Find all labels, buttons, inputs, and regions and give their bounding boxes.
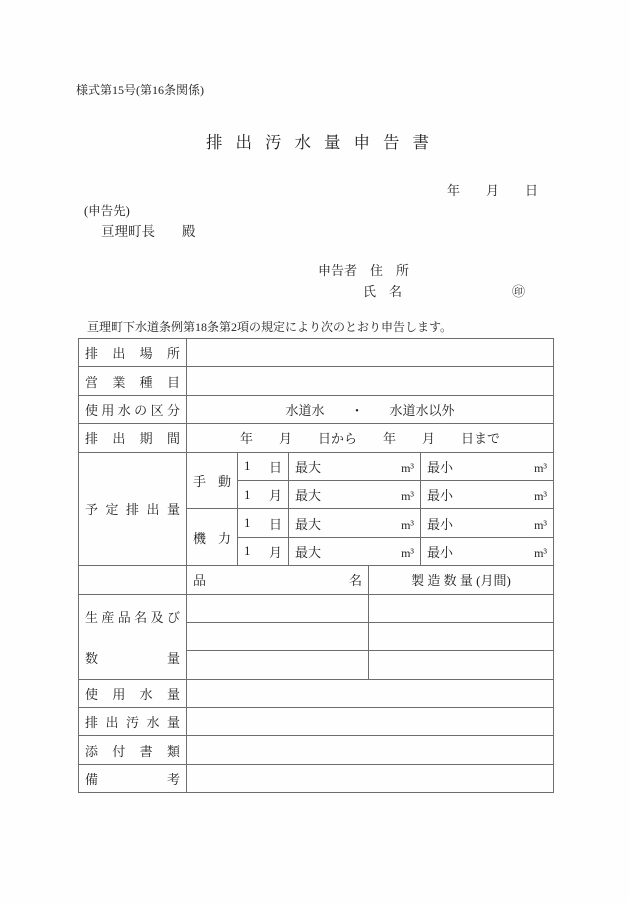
unit-label: m³ bbox=[401, 460, 414, 475]
period-label: 1 月 bbox=[244, 486, 282, 504]
water-usage-value bbox=[187, 679, 554, 707]
form-number: 様式第15号(第16条関係) bbox=[76, 83, 204, 97]
discharge-place-value bbox=[187, 339, 554, 367]
date-line: 年 月 日 bbox=[446, 183, 538, 198]
unit-label: m³ bbox=[534, 517, 548, 532]
product-name-header: 品 名 bbox=[193, 573, 362, 589]
wastewater-value bbox=[187, 708, 554, 736]
attachments-value bbox=[187, 736, 554, 764]
min-label: 最小 bbox=[427, 544, 454, 560]
product-name-cell bbox=[187, 622, 369, 650]
unit-label: m³ bbox=[401, 489, 414, 504]
product-qty-header: 製 造 数 量 (月間) bbox=[369, 566, 554, 594]
min-value-cell bbox=[421, 452, 554, 480]
unit-label: m³ bbox=[534, 460, 548, 475]
remarks-label: 備 考 bbox=[85, 772, 180, 788]
addressee: 亘理町長 殿 bbox=[101, 224, 196, 239]
page-title: 排出汚水量申告書 bbox=[206, 133, 442, 152]
product-name-cell bbox=[187, 594, 369, 622]
table-row bbox=[79, 679, 554, 707]
planned-discharge-label: 予 定 排 出 量 bbox=[85, 502, 180, 518]
discharge-place-label: 排 出 場 所 bbox=[85, 346, 180, 362]
wastewater-label: 排 出 汚 水 量 bbox=[85, 715, 180, 731]
table-row bbox=[79, 764, 554, 792]
table-row bbox=[79, 395, 554, 423]
min-value-cell bbox=[421, 537, 554, 565]
min-label: 最小 bbox=[427, 488, 454, 504]
max-value-cell bbox=[289, 480, 421, 508]
min-label: 最小 bbox=[427, 459, 454, 475]
max-label: 最大 bbox=[295, 459, 322, 475]
remarks-value bbox=[187, 764, 554, 792]
max-label: 最大 bbox=[295, 516, 322, 532]
max-value-cell bbox=[289, 509, 421, 537]
products-label-line2: 数 量 bbox=[85, 650, 180, 666]
product-qty-cell bbox=[369, 594, 554, 622]
products-label-cell bbox=[79, 594, 187, 679]
table-row bbox=[79, 367, 554, 395]
period-label: 1 日 bbox=[244, 515, 282, 532]
discharge-period-label: 排 出 期 間 bbox=[85, 431, 180, 447]
table-row bbox=[79, 736, 554, 764]
water-class-value: 水道水 ・ 水道水以外 bbox=[187, 395, 554, 423]
declaration-table bbox=[78, 338, 554, 793]
max-value-cell bbox=[289, 452, 421, 480]
seal-mark-icon: ㊞ bbox=[512, 284, 526, 299]
period-label: 1 月 bbox=[244, 543, 282, 560]
table-row bbox=[79, 566, 554, 594]
period-label: 1 日 bbox=[244, 458, 282, 475]
max-label: 最大 bbox=[295, 488, 322, 504]
applicant-name-label: 氏 名 bbox=[363, 284, 403, 299]
table-row bbox=[79, 339, 554, 367]
unit-label: m³ bbox=[534, 545, 548, 560]
min-value-cell bbox=[421, 480, 554, 508]
business-type-label: 営 業 種 目 bbox=[85, 374, 180, 390]
product-qty-cell bbox=[369, 622, 554, 650]
empty-corner-cell bbox=[79, 566, 187, 594]
addressee-label: (申告先) bbox=[84, 204, 130, 218]
product-qty-cell bbox=[369, 651, 554, 679]
water-usage-label: 使 用 水 量 bbox=[85, 686, 180, 702]
unit-label: m³ bbox=[534, 489, 548, 504]
max-value-cell bbox=[289, 537, 421, 565]
max-label: 最大 bbox=[295, 544, 322, 560]
table-row bbox=[79, 594, 554, 622]
table-row bbox=[79, 708, 554, 736]
declaration-sentence: 亘理町下水道条例第18条第2項の規定により次のとおり申告します。 bbox=[87, 320, 453, 334]
method-power-label: 機 力 bbox=[193, 530, 231, 546]
water-class-label: 使 用 水 の 区 分 bbox=[85, 402, 180, 418]
table-row bbox=[79, 424, 554, 452]
applicant-address-label: 申告者 住 所 bbox=[318, 263, 410, 278]
discharge-period-value: 年 月 日から 年 月 日まで bbox=[187, 424, 554, 452]
attachments-label: 添 付 書 類 bbox=[85, 743, 180, 759]
method-manual-label: 手 動 bbox=[193, 473, 231, 489]
products-label-line1: 生 産 品 名 及 び bbox=[85, 609, 180, 625]
min-value-cell bbox=[421, 509, 554, 537]
min-label: 最小 bbox=[427, 516, 454, 532]
product-name-cell bbox=[187, 651, 369, 679]
business-type-value bbox=[187, 367, 554, 395]
unit-label: m³ bbox=[401, 545, 414, 560]
table-row bbox=[79, 452, 554, 480]
unit-label: m³ bbox=[401, 517, 414, 532]
